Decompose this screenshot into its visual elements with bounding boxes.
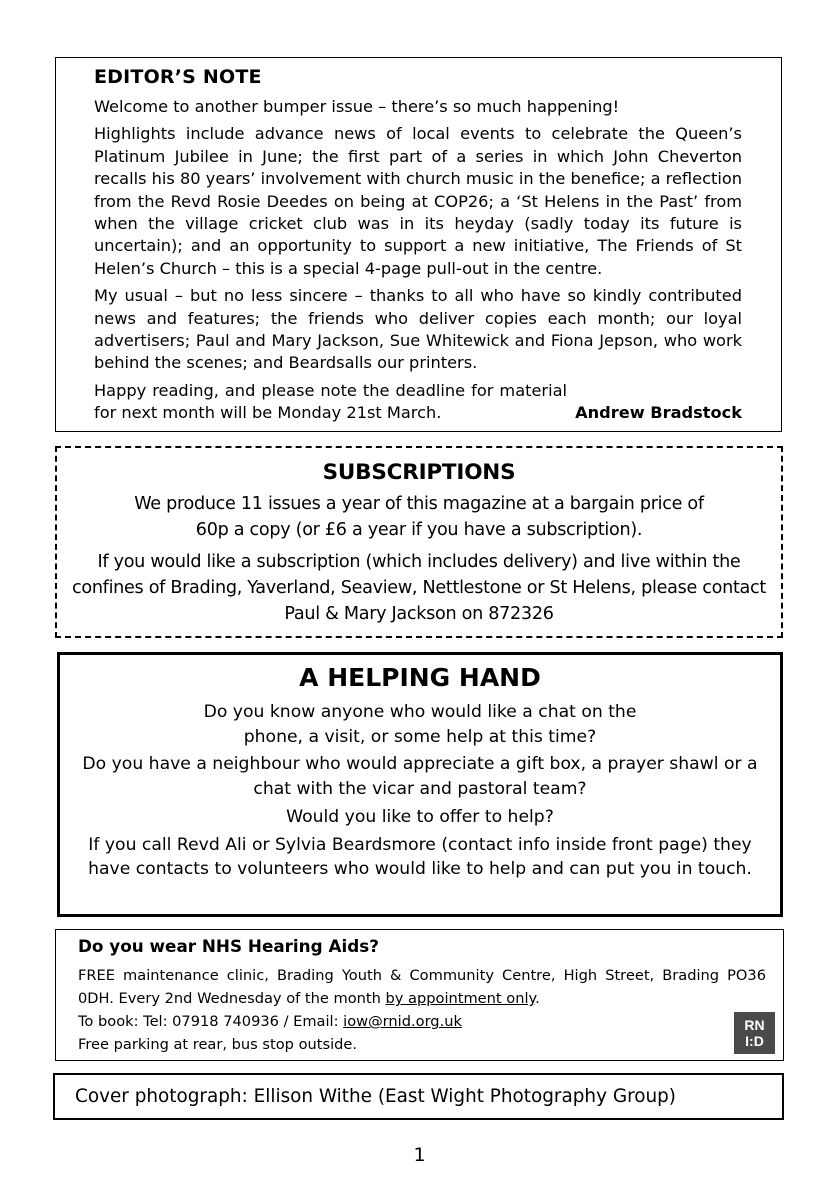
editors-note-closing: Happy reading, and please note the deadline for material for next month will be Monday 21st March. [94,380,567,423]
email-link[interactable]: iow@rnid.org.uk [343,1013,462,1030]
editors-note-box [55,57,782,432]
subscriptions-heading: SUBSCRIPTIONS [322,460,516,485]
helping-hand-paragraph: Do you know anyone who would like a chat on the phone, a visit, or some help at this time? [203,702,637,747]
hearing-aids-booking [78,1010,766,1033]
editors-note-paragraph [94,380,742,425]
hearing-aids-box [55,929,784,1061]
editors-note-paragraph: My usual – but no less sincere – thanks to all who have so kindly contributed news and features; the friends who deliver copies each month; our loyal advertisers; Paul and Mary Jackson, Sue Whitewick and Fiona Jepson, who work behind the scenes; and Beardsalls our printers. [94,286,742,373]
subscriptions-price-text: We produce 11 issues a year of this magazine at a bargain price of 60p a copy (or £6 a year if you have a subscription). [134,494,704,540]
cover-credit-text: Cover photograph: Ellison Withe (East Wight Photography Group) [75,1086,676,1107]
appointment-note: by appointment only [385,990,536,1007]
editors-note-paragraph: Highlights include advance news of local events to celebrate the Queen’s Platinum Jubilee in June; the first part of a series in which John Cheverton recalls his 80 years’ involvement with church music in the benefice; a reflection from the Revd Rosie Deedes on being at COP26; a ‘St Helens in the Past’ from when the village cricket club was in its heyday (sadly today its future is uncertain); and an opportunity to support a new initiative, The Friends of St Helen’s Church – this is a special 4-page pull-out in the centre. [94,124,742,278]
subscriptions-contact-text: If you would like a subscription (which includes delivery) and live within the confines of Brading, Yaverland, Seaview, Nettlestone or St Helens, please contact Paul & Mary Jackson on 872326 [71,552,766,624]
hearing-aids-body [78,964,766,1056]
rnid-logo [734,1012,775,1054]
helping-hand-paragraph: If you call Revd Ali or Sylvia Beardsmore (contact info inside front page) they have contacts to volunteers who would like to help and can put you in touch. [88,834,752,880]
booking-phone: To book: Tel: 07918 740936 / Email: [78,1013,339,1030]
helping-hand-heading: A HELPING HAND [299,663,541,692]
hearing-aids-clinic-text: FREE maintenance clinic, Brading Youth & Community Centre, High Street, Brading PO36 0DH. Every 2nd Wednesday of the month by appointment only. [78,967,766,1007]
editors-note-paragraph: Welcome to another bumper issue – there’s so much happening! [94,97,620,116]
hearing-aids-clinic-details: FREE maintenance clinic, Brading Youth & Community Centre, High Street, Brading PO36 0DH. Every 2nd Wednesday of the month [78,967,766,1007]
helping-hand-paragraph: Would you like to offer to help? [286,806,554,827]
helping-hand-paragraph: Do you have a neighbour who would appreciate a gift box, a prayer shawl or a chat with the vicar and pastoral team? [82,754,758,800]
cover-credit-box [53,1073,784,1120]
page-number: 1 [413,1144,426,1166]
hearing-aids-heading: Do you wear NHS Hearing Aids? [78,936,379,956]
subscriptions-box [55,446,783,638]
editor-signature: Andrew Bradstock [575,403,742,423]
rnid-logo-bottom: I:D [745,1033,764,1049]
helping-hand-box [57,652,783,917]
hearing-aids-parking: Free parking at rear, bus stop outside. [78,1036,358,1053]
editors-note-heading: EDITOR’S NOTE [94,66,262,88]
rnid-logo-top: RN [744,1017,765,1033]
